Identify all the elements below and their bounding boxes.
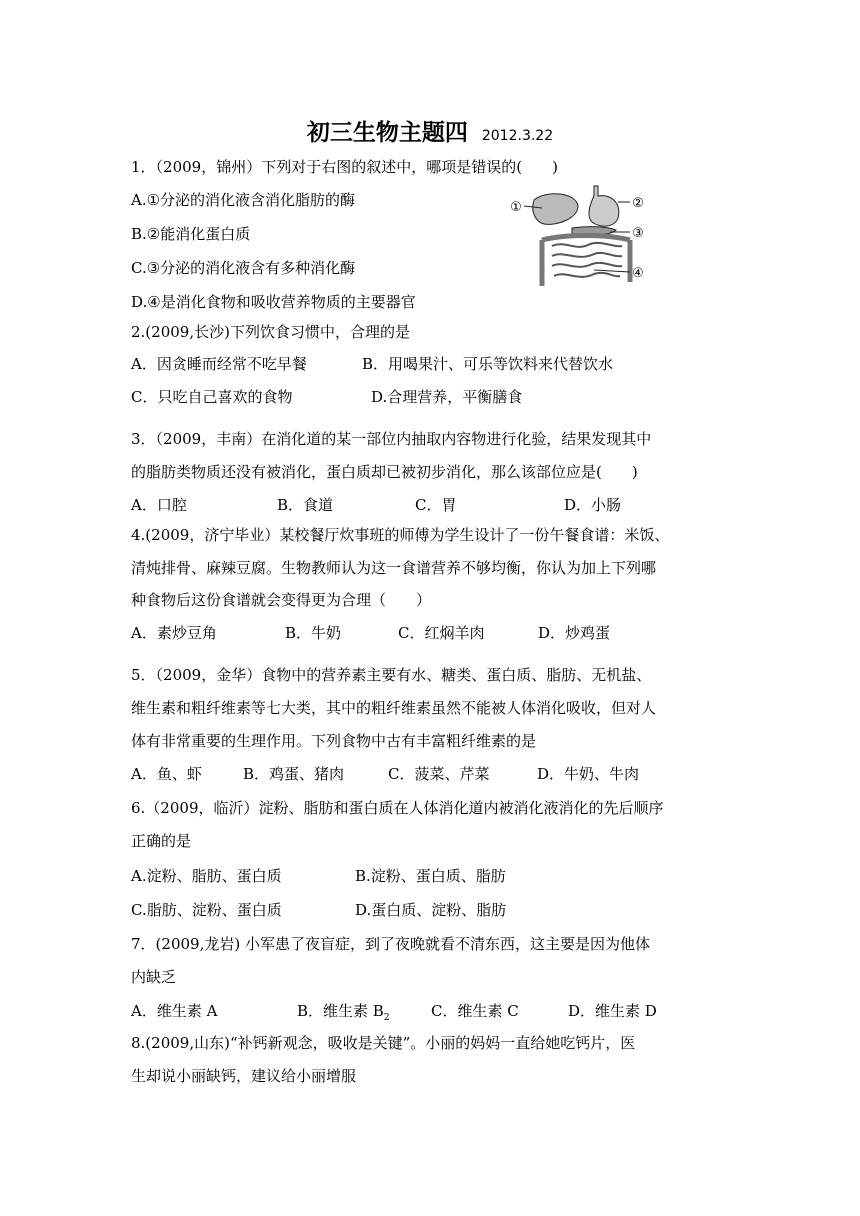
q1-option-a: A.①分泌的消化液含消化脂肪的酶 xyxy=(131,191,356,209)
q3-line2: 的脂肪类物质还没有被消化，蛋白质却已被初步消化，那么该部位应是( ) xyxy=(131,463,638,481)
q6-option-c: C.脂肪、淀粉、蛋白质 xyxy=(131,901,282,919)
q2-option-d: D.合理营养，平衡膳食 xyxy=(371,388,523,406)
figure-label-3: ③ xyxy=(632,226,644,241)
q4-line2: 清炖排骨、麻辣豆腐。生物教师认为这一食谱营养不够均衡，你认为加上下列哪 xyxy=(131,559,657,577)
title-text: 初三生物主题四 xyxy=(306,120,468,146)
q4-option-d: D．炒鸡蛋 xyxy=(538,624,611,642)
q3-option-b: B．食道 xyxy=(277,496,334,514)
q4-option-b: B．牛奶 xyxy=(285,624,342,642)
q7-line2: 内缺乏 xyxy=(131,968,177,986)
q1-option-d: D.④是消化食物和吸收营养物质的主要器官 xyxy=(131,293,416,311)
q7-option-a: A．维生素 A xyxy=(131,1002,218,1020)
q2-options-row2 xyxy=(131,386,522,408)
q2-options-row1 xyxy=(131,353,613,375)
figure-label-4: ④ xyxy=(632,266,644,281)
title-date: 2012.3.22 xyxy=(481,128,554,144)
q4-option-a: A．素炒豆角 xyxy=(131,624,217,642)
q7-option-b-text: B．维生素 B xyxy=(297,1002,384,1020)
page-title xyxy=(0,114,860,147)
q4-line1: 4.(2009，济宁毕业）某校餐厅炊事班的师傅为学生设计了一份午餐食谱：米饭、 xyxy=(131,526,670,544)
q5-line3: 体有非常重要的生理作用。下列食物中古有丰富粗纤维素的是 xyxy=(131,732,537,750)
q5-option-a: A．鱼、虾 xyxy=(131,765,202,783)
q6-option-a: A.淀粉、脂肪、蛋白质 xyxy=(131,867,282,885)
q4-options xyxy=(131,622,610,644)
q1-option-b: B.②能消化蛋白质 xyxy=(131,225,251,243)
q6-option-b: B.淀粉、蛋白质、脂肪 xyxy=(355,867,506,885)
q5-line2: 维生素和粗纤维素等七大类，其中的粗纤维素虽然不能被人体消化吸收，但对人 xyxy=(131,699,657,717)
figure-label-2: ② xyxy=(632,196,644,211)
q7-option-c: C．维生素 C xyxy=(431,1002,519,1020)
q4-option-c: C．红焖羊肉 xyxy=(398,624,485,642)
q2-option-c: C．只吃自己喜欢的食物 xyxy=(131,388,293,406)
q7-line1: 7．(2009,龙岩) 小军患了夜盲症，到了夜晚就看不清东西，这主要是因为他体 xyxy=(131,935,650,953)
q2-option-a: A．因贪睡而经常不吃早餐 xyxy=(131,355,307,373)
q5-line1: 5．（2009，金华）食物中的营养素主要有水、糖类、蛋白质、脂肪、无机盐、 xyxy=(131,666,652,684)
q6-line2: 正确的是 xyxy=(131,832,192,850)
q8-line2: 生却说小丽缺钙，建议给小丽增服 xyxy=(131,1067,357,1085)
q8-line1: 8.(2009,山东)“补钙新观念，吸收是关键”。小丽的妈妈一直给她吃钙片，医 xyxy=(131,1034,636,1052)
q3-option-c: C．胃 xyxy=(415,496,457,514)
digestive-system-figure xyxy=(506,182,652,292)
q3-option-a: A．口腔 xyxy=(131,496,187,514)
q6-line1: 6.（2009，临沂）淀粉、脂肪和蛋白质在人体消化道内被消化液消化的先后顺序 xyxy=(131,799,664,817)
q5-option-c: C．菠菜、芹菜 xyxy=(388,765,490,783)
q6-option-d: D.蛋白质、淀粉、脂肪 xyxy=(355,901,507,919)
q7-option-b xyxy=(297,1000,431,1029)
q5-option-d: D．牛奶、牛肉 xyxy=(537,765,640,783)
q1-option-c: C.③分泌的消化液含有多种消化酶 xyxy=(131,259,356,277)
q6-options-row2 xyxy=(131,899,506,921)
q5-option-b: B．鸡蛋、猪肉 xyxy=(243,765,345,783)
figure-label-1: ① xyxy=(510,200,522,215)
q1-stem: 1．（2009，锦州）下列对于右图的叙述中，哪项是错误的( ) xyxy=(131,158,558,176)
q4-line3: 种食物后这份食谱就会变得更为合理（ ） xyxy=(131,591,432,609)
q2-option-b: B．用喝果汁、可乐等饮料来代替饮水 xyxy=(362,355,614,373)
q7-option-d: D．维生素 D xyxy=(568,1002,657,1020)
q6-options-row1 xyxy=(131,865,506,887)
q7-option-b-subscript: 2 xyxy=(383,1013,390,1023)
q3-options xyxy=(131,494,621,516)
q7-options xyxy=(131,1000,657,1029)
q3-option-d: D．小肠 xyxy=(564,496,622,514)
q3-line1: 3．（2009，丰南）在消化道的某一部位内抽取内容物进行化验，结果发现其中 xyxy=(131,430,652,448)
q2-stem: 2.(2009,长沙)下列饮食习惯中，合理的是 xyxy=(131,323,410,341)
q5-options xyxy=(131,763,639,785)
